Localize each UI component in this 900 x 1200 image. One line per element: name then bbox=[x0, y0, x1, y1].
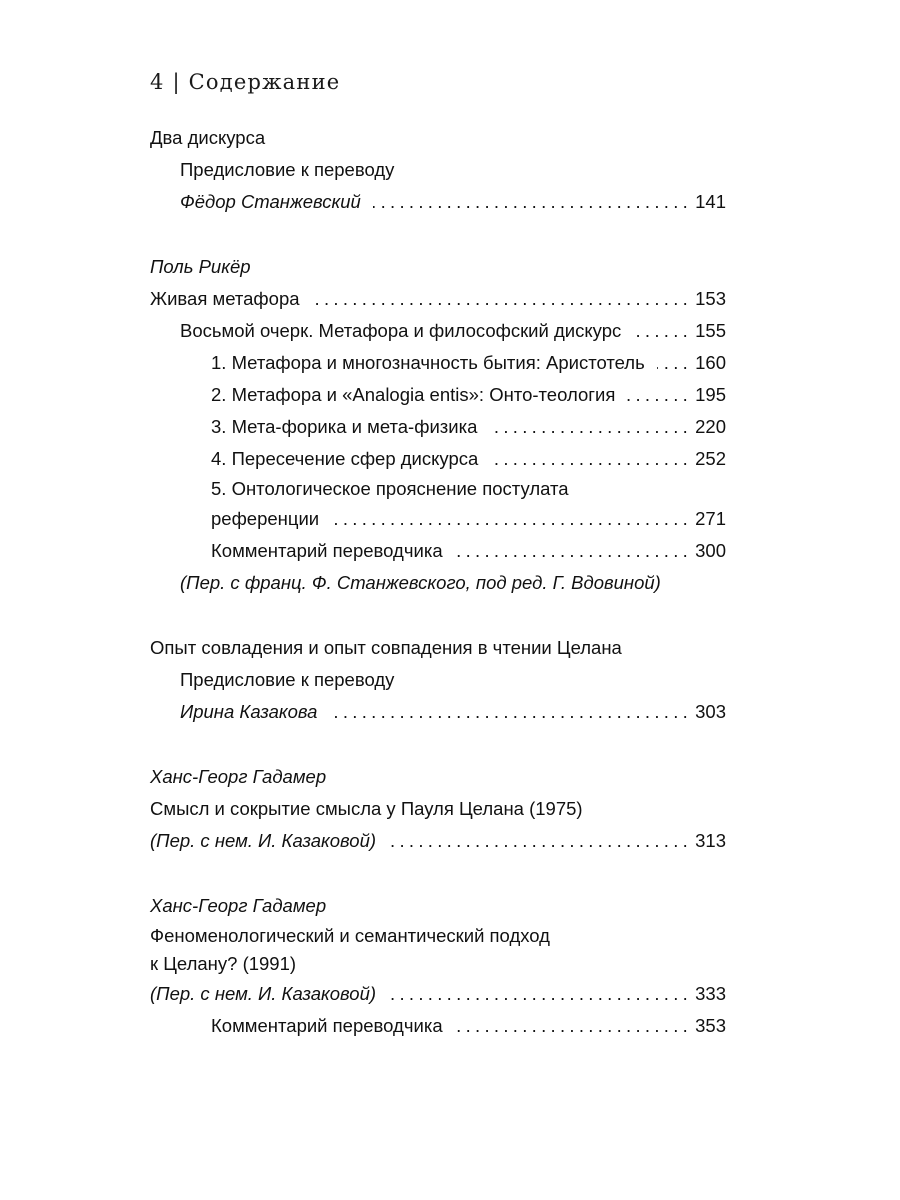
toc-entry-title: 4. Пересечение сфер дискурса bbox=[211, 448, 479, 469]
dot-leader bbox=[490, 443, 692, 475]
toc-entry[interactable] bbox=[150, 825, 726, 857]
toc-entry-title: 2. Метафора и «Analogia entis»: Онто-теология bbox=[211, 384, 616, 405]
toc-author: Ханс-Георг Гадамер bbox=[150, 895, 327, 916]
toc-entry[interactable] bbox=[150, 347, 726, 379]
toc-page-number: 313 bbox=[695, 830, 726, 851]
toc-preface-label: Предисловие к переводу bbox=[180, 669, 395, 690]
toc-entry-author: Фёдор Станжевский bbox=[180, 191, 361, 212]
toc-entry[interactable] bbox=[150, 186, 726, 218]
toc-entry-title: 3. Мета-форика и мета-физика bbox=[211, 416, 478, 437]
toc-translation-note: (Пер. с нем. И. Казаковой) bbox=[150, 830, 377, 851]
toc-entry-title: Живая метафора bbox=[150, 288, 300, 309]
toc-entry[interactable] bbox=[150, 411, 726, 443]
dot-leader bbox=[489, 411, 692, 443]
header-page-number: 4 bbox=[150, 70, 165, 94]
toc-entry[interactable] bbox=[150, 1010, 726, 1042]
toc-page-number: 141 bbox=[695, 191, 726, 212]
toc-entry-title: Восьмой очерк. Метафора и философский дискурс bbox=[180, 320, 622, 341]
dot-leader bbox=[455, 535, 693, 567]
toc-page-number: 303 bbox=[695, 701, 726, 722]
dot-leader bbox=[627, 379, 692, 411]
toc-entry-title: 1. Метафора и многозначность бытия: Аристотель bbox=[211, 352, 645, 373]
toc-section-title: Два дискурса bbox=[150, 127, 266, 148]
toc-page-number: 220 bbox=[695, 416, 726, 437]
toc-page-number: 155 bbox=[695, 320, 726, 341]
dot-leader bbox=[388, 825, 692, 857]
toc-entry[interactable] bbox=[150, 535, 726, 567]
dot-leader bbox=[329, 696, 692, 728]
toc-translation-note: (Пер. с франц. Ф. Станжевского, под ред. Г. Вдовиной) bbox=[180, 572, 661, 593]
toc-entry[interactable] bbox=[150, 283, 726, 315]
header-separator: | bbox=[172, 70, 181, 94]
dot-leader bbox=[331, 503, 692, 535]
dot-leader bbox=[657, 347, 692, 379]
toc-page-number: 353 bbox=[695, 1015, 726, 1036]
toc-page-number: 271 bbox=[695, 508, 726, 529]
toc-translation-note: (Пер. с нем. И. Казаковой) bbox=[150, 983, 377, 1004]
table-of-contents bbox=[150, 122, 726, 1042]
toc-entry[interactable] bbox=[150, 696, 726, 728]
toc-section-title: Опыт совладения и опыт совпадения в чтении Целана bbox=[150, 637, 622, 658]
running-header bbox=[150, 70, 340, 94]
toc-page-number: 195 bbox=[695, 384, 726, 405]
toc-page-number: 300 bbox=[695, 540, 726, 561]
toc-entry-title-line: 5. Онтологическое прояснение постулата bbox=[211, 478, 569, 499]
toc-page-number: 252 bbox=[695, 448, 726, 469]
toc-entry-title-line: к Целану? (1991) bbox=[150, 953, 297, 974]
toc-entry[interactable] bbox=[150, 315, 726, 347]
toc-entry[interactable] bbox=[150, 978, 726, 1010]
dot-leader bbox=[388, 978, 692, 1010]
toc-author: Ханс-Георг Гадамер bbox=[150, 766, 327, 787]
toc-preface-label: Предисловие к переводу bbox=[180, 159, 395, 180]
toc-author: Поль Рикёр bbox=[150, 256, 251, 277]
toc-entry-title: Комментарий переводчика bbox=[211, 540, 443, 561]
toc-entry-title: референции bbox=[211, 508, 320, 529]
toc-page-number: 333 bbox=[695, 983, 726, 1004]
dot-leader bbox=[455, 1010, 693, 1042]
dot-leader bbox=[633, 315, 692, 347]
toc-entry-author: Ирина Казакова bbox=[180, 701, 318, 722]
toc-page-number: 160 bbox=[695, 352, 726, 373]
toc-entry-title-line: Смысл и сокрытие смысла у Пауля Целана (1975) bbox=[150, 798, 583, 819]
toc-entry[interactable] bbox=[150, 379, 726, 411]
dot-leader bbox=[373, 186, 692, 218]
toc-entry[interactable] bbox=[150, 503, 726, 535]
toc-entry-title-line: Феноменологический и семантический подход bbox=[150, 925, 550, 946]
toc-entry-title: Комментарий переводчика bbox=[211, 1015, 443, 1036]
toc-page-number: 153 bbox=[695, 288, 726, 309]
dot-leader bbox=[312, 283, 693, 315]
toc-entry[interactable] bbox=[150, 443, 726, 475]
header-title: Содержание bbox=[188, 70, 341, 94]
